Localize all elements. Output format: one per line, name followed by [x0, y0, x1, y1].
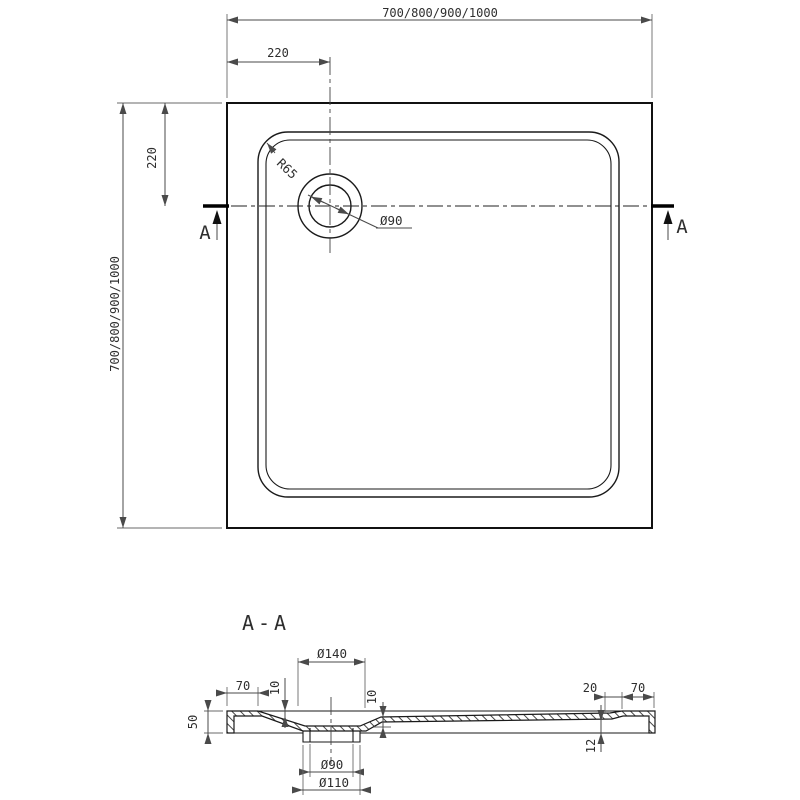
section-title: A-A — [241, 611, 291, 635]
dim-label-left-height: 700/800/900/1000 — [108, 256, 122, 372]
dim-label-right-rim-width: 70 — [630, 681, 646, 695]
section-letter-left: A — [199, 222, 211, 244]
dim-label-recess-depth: 10 — [365, 689, 379, 705]
dim-label-left-rim-width: 70 — [235, 679, 251, 693]
dim-label-drain-diameter: Ø90 — [380, 213, 403, 228]
dim-label-drain-hole-diameter: Ø90 — [320, 757, 344, 772]
dim-label-drain-offset-x: 220 — [267, 46, 289, 60]
dim-label-corner-radius: R65 — [273, 155, 301, 182]
dim-label-drain-boss-diameter: Ø110 — [318, 775, 350, 790]
dim-label-left-depth: 10 — [268, 680, 282, 696]
dim-label-right-step-width: 20 — [582, 681, 598, 695]
dim-label-tray-height: 50 — [186, 714, 200, 730]
dim-label-top-width: 700/800/900/1000 — [382, 6, 498, 20]
section-letter-right: A — [676, 216, 688, 238]
dim-label-right-rim-height: 12 — [584, 738, 598, 754]
dim-label-flange-diameter: Ø140 — [316, 646, 348, 661]
dim-label-drain-offset-y: 220 — [145, 147, 159, 169]
